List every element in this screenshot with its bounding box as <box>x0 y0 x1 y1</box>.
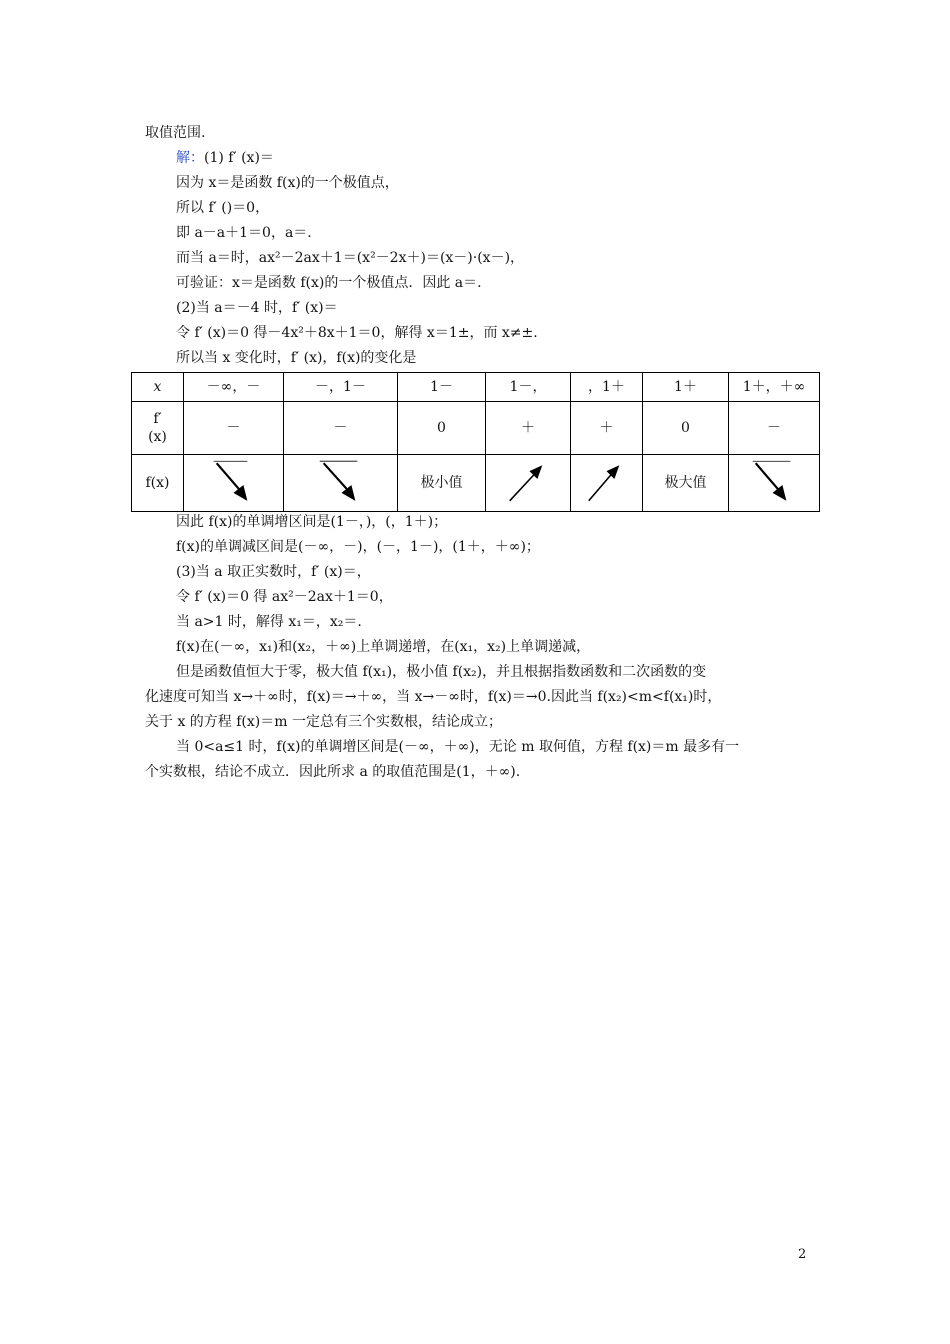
derivative-label <box>132 402 184 455</box>
function-cell-max: 极大值 <box>643 455 729 512</box>
header-cell: 1＋，＋∞ <box>729 373 820 402</box>
derivative-cell: 0 <box>643 402 729 455</box>
text-line-13: (3)当 a 取正实数时，f′ (x)＝， <box>176 564 371 580</box>
derivative-cell: ＋ <box>486 402 571 455</box>
text-line-11: 因此 f(x)的单调增区间是(1－，)，(，1＋)； <box>176 514 448 530</box>
increasing-arrow-icon <box>571 455 642 511</box>
text-line-1: 取值范围. <box>145 125 206 141</box>
solution-line <box>176 148 274 168</box>
derivative-label-top: f′ <box>153 411 162 427</box>
function-cell-decreasing <box>729 455 820 512</box>
function-cell-decreasing <box>184 455 284 512</box>
header-cell: －∞，－ <box>184 373 284 402</box>
header-cell-x: x <box>132 373 184 402</box>
text-line-14: 令 f′ (x)＝0 得 ax²－2ax＋1＝0， <box>176 589 393 605</box>
text-line-16: f(x)在(－∞，x₁)和(x₂，＋∞)上单调递增，在(x₁，x₂)上单调递减， <box>176 639 591 655</box>
table-function-row <box>132 455 820 512</box>
text-line-6: 而当 a＝时，ax²－2ax＋1＝(x²－2x＋)＝(x－)·(x－)， <box>176 250 525 266</box>
text-line-19: 关于 x 的方程 f(x)＝m 一定总有三个实数根，结论成立； <box>145 714 502 730</box>
text-line-8: (2)当 a＝－4 时，f′ (x)＝ <box>176 300 338 316</box>
derivative-label-bottom: (x) <box>148 429 167 445</box>
header-cell: －，1－ <box>284 373 398 402</box>
header-cell: 1－ <box>398 373 486 402</box>
text-line-20: 当 0<a≤1 时，f(x)的单调增区间是(－∞，＋∞)，无论 m 取何值，方程 f(x)＝m 最多有一 <box>176 739 740 755</box>
derivative-cell: － <box>184 402 284 455</box>
header-cell: 1＋ <box>643 373 729 402</box>
function-cell-increasing <box>486 455 571 512</box>
text-line-12: f(x)的单调减区间是(－∞，－)，(－，1－)，(1＋，＋∞)； <box>176 539 540 555</box>
page-number: 2 <box>798 1247 807 1262</box>
derivative-cell: － <box>284 402 398 455</box>
header-cell: ，1＋ <box>571 373 643 402</box>
text-line-9: 令 f′ (x)＝0 得－4x²＋8x＋1＝0，解得 x＝1±，而 x≠±. <box>176 325 538 341</box>
table-header-row <box>132 373 820 402</box>
text-line-17: 但是函数值恒大于零，极大值 f(x₁)，极小值 f(x₂)，并且根据指数函数和二次函数的变 <box>176 664 707 680</box>
decreasing-arrow-icon <box>184 455 283 511</box>
text-line-3: 因为 x＝是函数 f(x)的一个极值点， <box>176 175 399 191</box>
function-cell-increasing <box>571 455 643 512</box>
increasing-arrow-icon <box>486 455 570 511</box>
solution-label: 解： <box>176 150 204 166</box>
text-line-7: 可验证：x＝是函数 f(x)的一个极值点．因此 a＝. <box>176 275 482 291</box>
text-line-15: 当 a>1 时，解得 x₁＝，x₂＝. <box>176 614 362 630</box>
text-line-10: 所以当 x 变化时，f′ (x)，f(x)的变化是 <box>176 350 417 366</box>
function-label: f(x) <box>132 455 184 512</box>
function-cell-decreasing <box>284 455 398 512</box>
function-cell-min: 极小值 <box>398 455 486 512</box>
text-line-18: 化速度可知当 x→＋∞时，f(x)＝→＋∞，当 x→－∞时，f(x)＝→0.因此当 f(x₂)<m<f(x₁)时， <box>145 689 722 705</box>
text-line-4: 所以 f′ ()＝0， <box>176 200 270 216</box>
derivative-cell: 0 <box>398 402 486 455</box>
derivative-cell: － <box>729 402 820 455</box>
text-line-21: 个实数根，结论不成立．因此所求 a 的取值范围是(1，＋∞). <box>145 764 521 780</box>
table-derivative-row <box>132 402 820 455</box>
text-line-2: (1) f′ (x)＝ <box>204 150 274 166</box>
header-cell: 1－， <box>486 373 571 402</box>
derivative-cell: ＋ <box>571 402 643 455</box>
variation-table <box>131 372 820 512</box>
decreasing-arrow-icon <box>729 455 819 511</box>
text-line-5: 即 a－a＋1＝0，a＝. <box>176 225 312 241</box>
decreasing-arrow-icon <box>284 455 397 511</box>
